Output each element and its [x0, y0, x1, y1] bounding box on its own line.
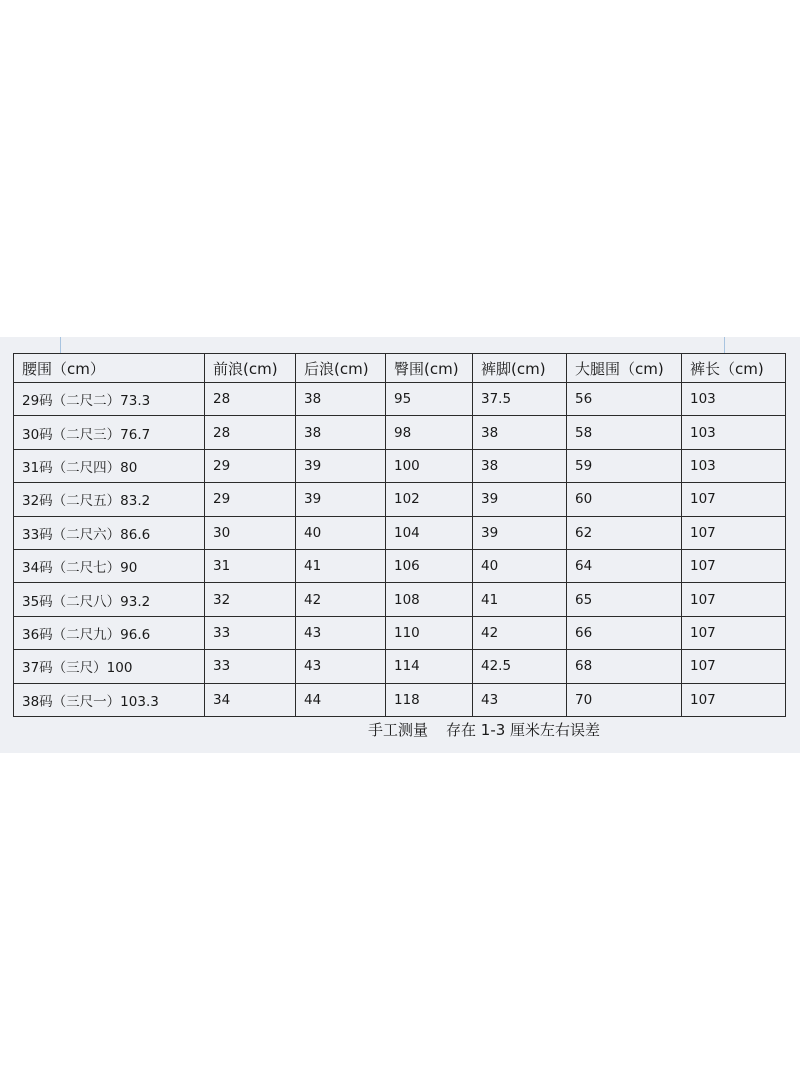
table-cell: 70: [567, 683, 682, 716]
table-row: [14, 516, 786, 549]
table-cell: 107: [682, 483, 786, 516]
table-cell: 68: [567, 650, 682, 683]
table-cell: 33: [205, 650, 296, 683]
table-cell: 64: [567, 549, 682, 582]
table-cell: 100: [386, 449, 473, 482]
table-cell: 37.5: [473, 383, 567, 416]
table-cell: 31码（二尺四）80: [14, 449, 205, 482]
table-row: [14, 616, 786, 649]
table-cell: 39: [473, 516, 567, 549]
column-header: 前浪(cm): [205, 354, 296, 383]
table-row: [14, 416, 786, 449]
table-cell: 33: [205, 616, 296, 649]
table-cell: 114: [386, 650, 473, 683]
table-cell: 28: [205, 383, 296, 416]
table-cell: 40: [473, 549, 567, 582]
table-cell: 66: [567, 616, 682, 649]
table-cell: 29码（二尺二）73.3: [14, 383, 205, 416]
table-cell: 56: [567, 383, 682, 416]
note-error: 存在 1-3 厘米左右误差: [446, 721, 601, 739]
table-row: [14, 483, 786, 516]
table-cell: 43: [296, 650, 386, 683]
table-cell: 41: [296, 549, 386, 582]
table-cell: 65: [567, 583, 682, 616]
size-chart-table: [13, 353, 786, 717]
column-header: 臀围(cm): [386, 354, 473, 383]
table-cell: 107: [682, 583, 786, 616]
column-header: 大腿围（cm): [567, 354, 682, 383]
table-cell: 62: [567, 516, 682, 549]
table-cell: 59: [567, 449, 682, 482]
table-cell: 36码（二尺九）96.6: [14, 616, 205, 649]
measurement-note: [368, 719, 600, 740]
table-cell: 43: [296, 616, 386, 649]
table-cell: 118: [386, 683, 473, 716]
table-cell: 39: [473, 483, 567, 516]
note-measure: 手工测量: [368, 721, 429, 739]
table-cell: 107: [682, 549, 786, 582]
table-cell: 43: [473, 683, 567, 716]
table-cell: 107: [682, 650, 786, 683]
table-cell: 107: [682, 683, 786, 716]
table-cell: 32码（二尺五）83.2: [14, 483, 205, 516]
table-cell: 42: [296, 583, 386, 616]
table-cell: 35码（二尺八）93.2: [14, 583, 205, 616]
table-cell: 104: [386, 516, 473, 549]
table-cell: 28: [205, 416, 296, 449]
table-cell: 29: [205, 449, 296, 482]
table-cell: 106: [386, 549, 473, 582]
table-cell: 41: [473, 583, 567, 616]
table-cell: 103: [682, 383, 786, 416]
table-cell: 32: [205, 583, 296, 616]
table-cell: 110: [386, 616, 473, 649]
table-body: [14, 383, 786, 717]
table-cell: 38: [296, 383, 386, 416]
table-cell: 107: [682, 516, 786, 549]
margin-guide-left: [60, 337, 61, 353]
table-cell: 103: [682, 416, 786, 449]
table-cell: 34码（二尺七）90: [14, 549, 205, 582]
table-row: [14, 683, 786, 716]
table-cell: 108: [386, 583, 473, 616]
table-cell: 38: [473, 449, 567, 482]
table-cell: 34: [205, 683, 296, 716]
table-row: [14, 449, 786, 482]
table-cell: 95: [386, 383, 473, 416]
table-cell: 107: [682, 616, 786, 649]
table-cell: 58: [567, 416, 682, 449]
column-header: 裤脚(cm): [473, 354, 567, 383]
table-cell: 103: [682, 449, 786, 482]
column-header: 腰围（cm）: [14, 354, 205, 383]
table-cell: 37码（三尺）100: [14, 650, 205, 683]
table-cell: 31: [205, 549, 296, 582]
column-header: 后浪(cm): [296, 354, 386, 383]
table-row: [14, 383, 786, 416]
table-cell: 39: [296, 449, 386, 482]
table-cell: 30: [205, 516, 296, 549]
table-cell: 38: [296, 416, 386, 449]
table-cell: 40: [296, 516, 386, 549]
table-cell: 44: [296, 683, 386, 716]
table-cell: 33码（二尺六）86.6: [14, 516, 205, 549]
table-row: [14, 583, 786, 616]
table-cell: 39: [296, 483, 386, 516]
table-cell: 102: [386, 483, 473, 516]
table-cell: 60: [567, 483, 682, 516]
table-cell: 42: [473, 616, 567, 649]
table-cell: 42.5: [473, 650, 567, 683]
table-row: [14, 549, 786, 582]
table-row: [14, 650, 786, 683]
column-header: 裤长（cm): [682, 354, 786, 383]
table-cell: 98: [386, 416, 473, 449]
margin-guide-right: [724, 337, 725, 353]
table-header-row: [14, 354, 786, 383]
table-cell: 38码（三尺一）103.3: [14, 683, 205, 716]
table-cell: 30码（二尺三）76.7: [14, 416, 205, 449]
table-cell: 38: [473, 416, 567, 449]
table-cell: 29: [205, 483, 296, 516]
